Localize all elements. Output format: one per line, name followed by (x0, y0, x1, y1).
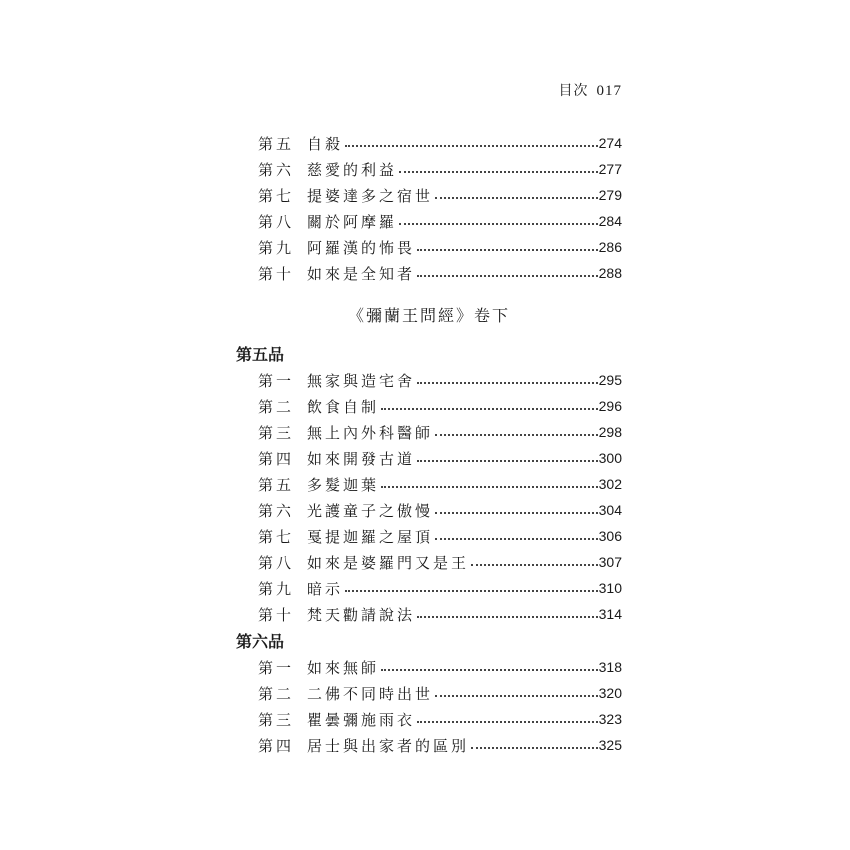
entry-title: 如來無師 (307, 658, 380, 677)
chapter-label: 第三 (258, 710, 295, 729)
leader-dots (417, 616, 598, 618)
chapter-label: 第七 (258, 527, 295, 546)
entry-page: 279 (598, 187, 622, 203)
chapter-label: 第七 (258, 186, 295, 205)
chapter-label: 第九 (258, 579, 295, 598)
section-heading-5: 第五品 (236, 345, 285, 364)
chapter-label: 第四 (258, 449, 295, 468)
entry-page: 295 (598, 372, 622, 388)
entry-page: 307 (598, 554, 622, 570)
chapter-label: 第八 (258, 212, 295, 231)
leader-dots (471, 564, 598, 566)
leader-dots (417, 460, 598, 462)
section-heading-6: 第六品 (236, 632, 285, 651)
chapter-label: 第二 (258, 684, 295, 703)
toc-entry (258, 395, 622, 417)
leader-dots (435, 538, 598, 540)
toc-entry (258, 132, 622, 154)
header-section: 目次 (558, 83, 589, 99)
entry-page: 274 (598, 135, 622, 151)
chapter-label: 第三 (258, 423, 295, 442)
entry-page: 284 (598, 213, 622, 229)
entry-title: 梵天勸請說法 (307, 605, 416, 624)
entry-page: 277 (598, 161, 622, 177)
chapter-label: 第一 (258, 658, 295, 677)
entry-title: 阿羅漢的怖畏 (307, 238, 416, 257)
leader-dots (471, 747, 598, 749)
entry-title: 戛提迦羅之屋頂 (307, 527, 434, 546)
toc-entry (258, 682, 622, 704)
entry-page: 304 (598, 502, 622, 518)
toc-entry (258, 734, 622, 756)
toc-entry (258, 421, 622, 443)
leader-dots (417, 275, 598, 277)
entry-title: 瞿曇彌施雨衣 (307, 710, 416, 729)
leader-dots (399, 223, 598, 225)
entry-page: 298 (598, 424, 622, 440)
entry-title: 提婆達多之宿世 (307, 186, 434, 205)
entry-title: 自殺 (307, 134, 344, 153)
toc-entry (258, 656, 622, 678)
entry-page: 286 (598, 239, 622, 255)
chapter-label: 第六 (258, 160, 295, 179)
toc-entry (258, 525, 622, 547)
chapter-label: 第八 (258, 553, 295, 572)
chapter-label: 第一 (258, 371, 295, 390)
leader-dots (435, 434, 598, 436)
leader-dots (381, 486, 598, 488)
entry-page: 325 (598, 737, 622, 753)
page-number: 017 (596, 83, 622, 99)
chapter-label: 第十 (258, 264, 295, 283)
entry-title: 二佛不同時出世 (307, 684, 434, 703)
leader-dots (435, 695, 598, 697)
entry-page: 323 (598, 711, 622, 727)
chapter-label: 第五 (258, 134, 295, 153)
toc-entry (258, 603, 622, 625)
entry-page: 310 (598, 580, 622, 596)
entry-title: 居士與出家者的區別 (307, 736, 470, 755)
entry-title: 慈愛的利益 (307, 160, 398, 179)
toc-entry (258, 369, 622, 391)
leader-dots (435, 197, 598, 199)
entry-title: 無上內外科醫師 (307, 423, 434, 442)
entry-title: 如來開發古道 (307, 449, 416, 468)
entry-page: 288 (598, 265, 622, 281)
leader-dots (417, 382, 598, 384)
toc-entry (258, 158, 622, 180)
entry-title: 暗示 (307, 579, 344, 598)
entry-title: 多髮迦葉 (307, 475, 380, 494)
entry-page: 300 (598, 450, 622, 466)
chapter-label: 第十 (258, 605, 295, 624)
toc-entry (258, 210, 622, 232)
entry-title: 如來是婆羅門又是王 (307, 553, 470, 572)
entry-title: 光護童子之傲慢 (307, 501, 434, 520)
leader-dots (345, 145, 598, 147)
entry-page: 302 (598, 476, 622, 492)
toc-entry (258, 447, 622, 469)
entry-page: 306 (598, 528, 622, 544)
leader-dots (435, 512, 598, 514)
chapter-label: 第六 (258, 501, 295, 520)
toc-entry (258, 184, 622, 206)
toc-entry (258, 551, 622, 573)
running-header (559, 80, 623, 100)
toc-entry (258, 473, 622, 495)
toc-entry (258, 708, 622, 730)
entry-page: 318 (598, 659, 622, 675)
chapter-label: 第九 (258, 238, 295, 257)
entry-title: 如來是全知者 (307, 264, 416, 283)
leader-dots (381, 408, 598, 410)
chapter-label: 第四 (258, 736, 295, 755)
leader-dots (381, 669, 598, 671)
toc-entry (258, 577, 622, 599)
entry-title: 飲食自制 (307, 397, 380, 416)
entry-page: 314 (598, 606, 622, 622)
entry-title: 關於阿摩羅 (307, 212, 398, 231)
chapter-label: 第五 (258, 475, 295, 494)
toc-entry (258, 499, 622, 521)
entry-page: 296 (598, 398, 622, 414)
leader-dots (417, 721, 598, 723)
leader-dots (417, 249, 598, 251)
volume-title: 《彌蘭王問經》卷下 (347, 306, 510, 325)
leader-dots (345, 590, 598, 592)
chapter-label: 第二 (258, 397, 295, 416)
entry-page: 320 (598, 685, 622, 701)
toc-entry (258, 236, 622, 258)
leader-dots (399, 171, 598, 173)
entry-title: 無家與造宅舍 (307, 371, 416, 390)
toc-entry (258, 262, 622, 284)
